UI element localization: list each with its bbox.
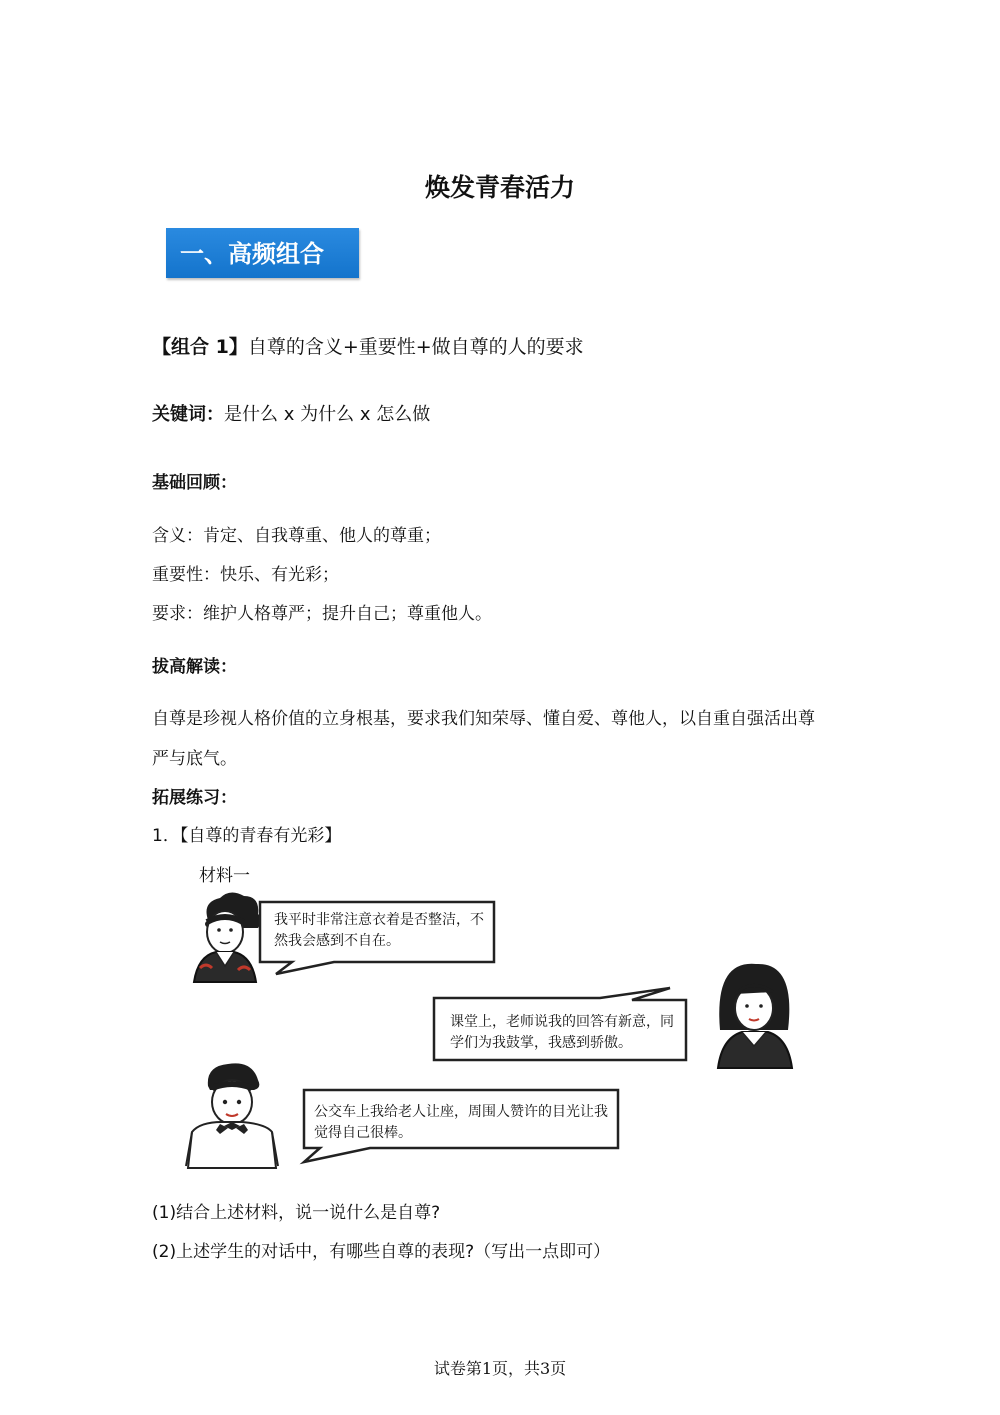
page-footer: 试卷第1页，共3页	[433, 1359, 567, 1378]
group-heading	[152, 332, 584, 359]
item-title: 【自尊的青春有光彩】	[179, 826, 342, 846]
interpretation-line: 自尊是珍视人格价值的立身根基，要求我们知荣辱、懂自爱、尊他人，以自重自强活出尊	[152, 709, 815, 729]
review-line: 要求：维护人格尊严；提升自己；尊重他人。	[152, 604, 492, 624]
interpretation-label: 拔高解读：	[152, 657, 237, 677]
boy-figure-1	[194, 892, 261, 982]
speech-bubble-1-text: 我平时非常注意衣着是否整洁，不然我会感到不自在。	[274, 912, 484, 949]
material-label: 材料一	[199, 866, 250, 886]
boy-figure-2	[186, 1063, 278, 1168]
section-banner-label: 一、高频组合	[180, 239, 324, 268]
question-2: (2)上述学生的对话中，有哪些自尊的表现?（写出一点即可）	[152, 1242, 611, 1262]
girl-figure	[718, 964, 792, 1068]
keywords-line	[152, 400, 430, 426]
keywords-label: 关键词：	[152, 404, 224, 425]
review-label: 基础回顾：	[152, 473, 237, 493]
item-number: 1．	[152, 826, 180, 846]
speech-bubble-3-text: 公交车上我给老人让座，周围人赞许的目光让我觉得自己很棒。	[314, 1104, 608, 1141]
practice-item-heading	[152, 821, 341, 846]
group-tag: 【组合 1】	[152, 336, 248, 358]
practice-label: 拓展练习：	[152, 788, 237, 808]
speech-bubble-2-text: 课堂上，老师说我的回答有新意，同学们为我鼓掌，我感到骄傲。	[450, 1014, 674, 1051]
review-line: 重要性：快乐、有光彩；	[152, 565, 339, 585]
review-line: 含义：肯定、自我尊重、他人的尊重；	[152, 526, 441, 546]
page-title: 焕发青春活力	[424, 173, 575, 202]
interpretation-line: 严与底气。	[152, 749, 237, 769]
question-1: (1)结合上述材料，说一说什么是自尊?	[152, 1203, 441, 1223]
keywords-text: 是什么 x 为什么 x 怎么做	[224, 404, 431, 425]
section-banner	[166, 228, 359, 278]
group-text: 自尊的含义+重要性+做自尊的人的要求	[247, 336, 584, 358]
